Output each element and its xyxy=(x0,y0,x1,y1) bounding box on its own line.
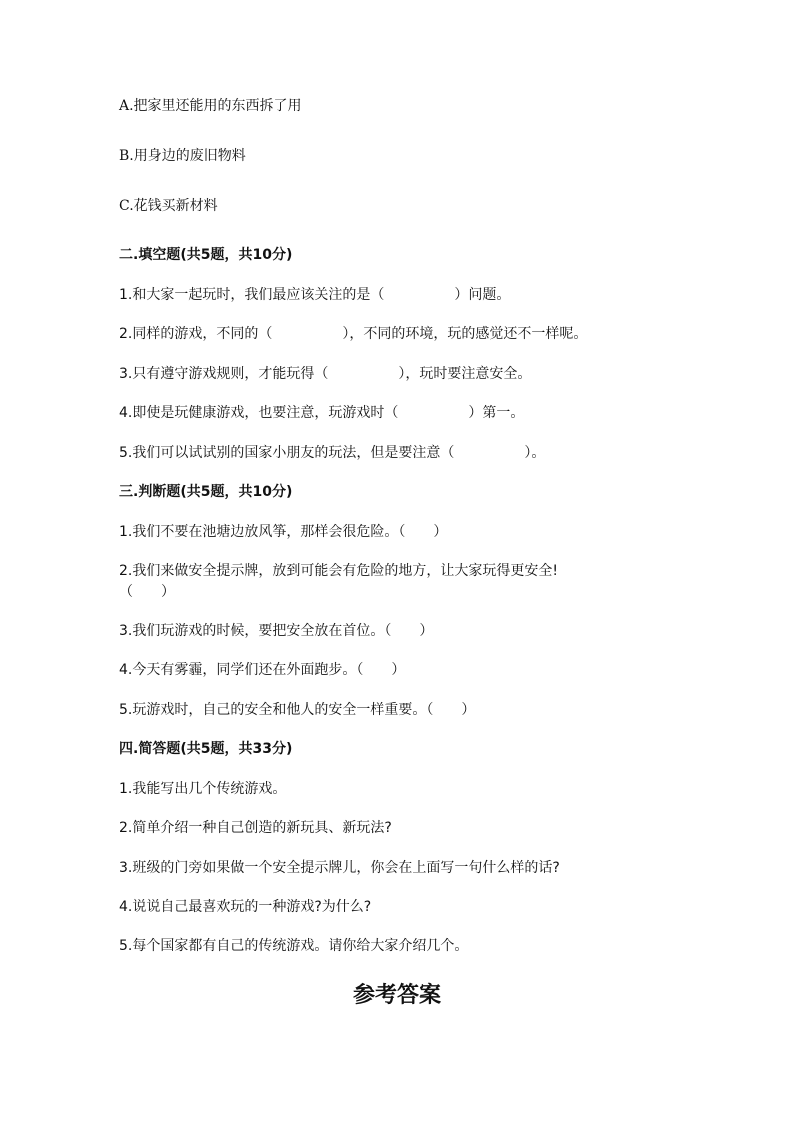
fill-question-4: 4.即使是玩健康游戏，也要注意，玩游戏时（ ）第一。 xyxy=(119,405,525,421)
short-question-3: 3.班级的门旁如果做一个安全提示牌儿，你会在上面写一句什么样的话? xyxy=(119,860,560,876)
judge-question-3: 3.我们玩游戏的时候，要把安全放在首位。（ ） xyxy=(119,623,434,639)
option-c: C.花钱买新材料 xyxy=(119,198,218,214)
short-answer-heading: 四.简答题(共5题，共33分) xyxy=(119,741,293,757)
fill-question-1: 1.和大家一起玩时，我们最应该关注的是（ ）问题。 xyxy=(119,287,511,303)
judge-question-4: 4.今天有雾霾，同学们还在外面跑步。（ ） xyxy=(119,662,406,678)
judge-heading: 三.判断题(共5题，共10分) xyxy=(119,484,293,500)
fill-blank-heading: 二.填空题(共5题，共10分) xyxy=(119,247,293,263)
fill-question-5: 5.我们可以试试别的国家小朋友的玩法，但是要注意（ ）。 xyxy=(119,445,546,461)
judge-question-5: 5.玩游戏时，自己的安全和他人的安全一样重要。（ ） xyxy=(119,702,476,718)
option-a: A.把家里还能用的东西拆了用 xyxy=(119,98,302,114)
short-question-4: 4.说说自己最喜欢玩的一种游戏?为什么? xyxy=(119,899,372,915)
short-question-2: 2.简单介绍一种自己创造的新玩具、新玩法? xyxy=(119,820,392,836)
judge-question-2: 2.我们来做安全提示牌，放到可能会有危险的地方，让大家玩得更安全! xyxy=(119,563,558,579)
short-question-5: 5.每个国家都有自己的传统游戏。请你给大家介绍几个。 xyxy=(119,938,469,954)
short-question-1: 1.我能写出几个传统游戏。 xyxy=(119,781,287,797)
judge-question-2-bracket: （ ） xyxy=(119,584,175,600)
fill-question-2: 2.同样的游戏，不同的（ ），不同的环境，玩的感觉还不一样呢。 xyxy=(119,326,588,342)
option-b: B.用身边的废旧物料 xyxy=(119,148,246,164)
fill-question-3: 3.只有遵守游戏规则，才能玩得（ ），玩时要注意安全。 xyxy=(119,366,532,382)
judge-question-1: 1.我们不要在池塘边放风筝，那样会很危险。（ ） xyxy=(119,524,448,540)
answers-title: 参考答案 xyxy=(352,982,441,1008)
